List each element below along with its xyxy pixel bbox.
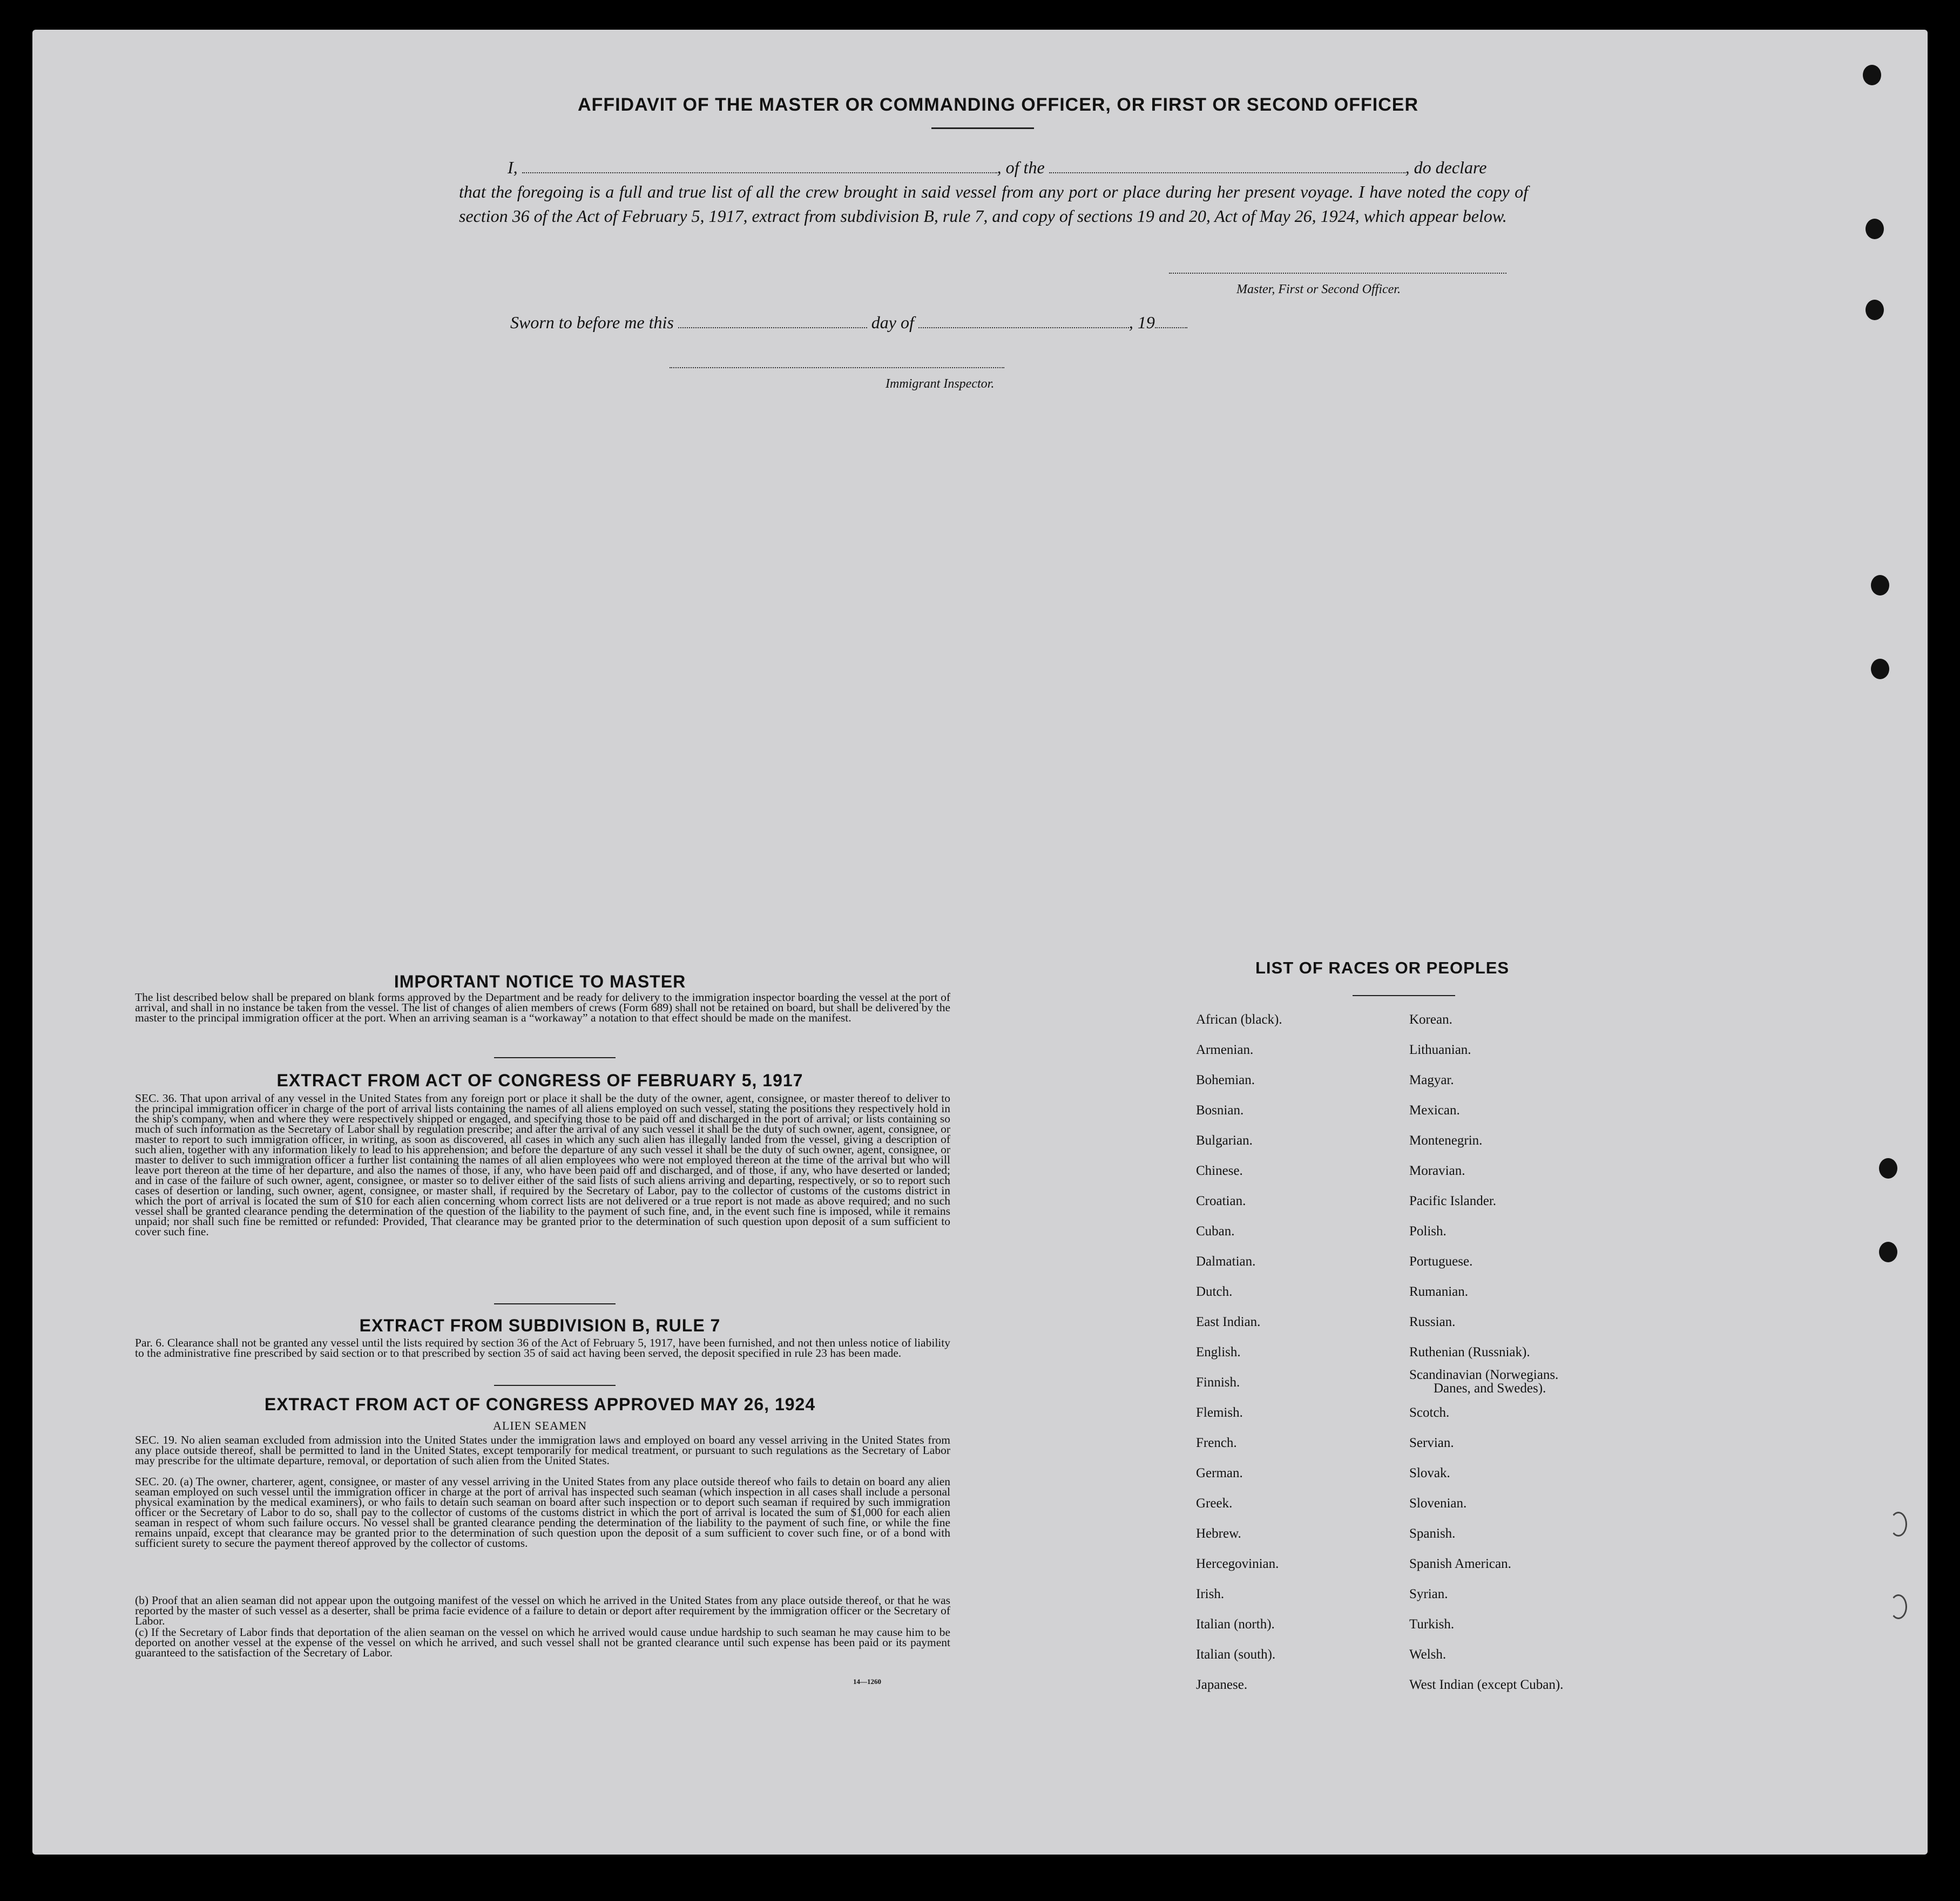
race-item: African (black). <box>1196 1012 1282 1027</box>
name-field[interactable] <box>522 156 997 173</box>
race-item: Cuban. <box>1196 1224 1235 1239</box>
race-item: German. <box>1196 1466 1243 1480</box>
race-item: Chinese. <box>1196 1163 1243 1178</box>
rule7-title: EXTRACT FROM SUBDIVISION B, RULE 7 <box>359 1316 721 1335</box>
rule7-text: Par. 6. Clearance shall not be granted any vessel until the lists required by section 36 of the Act of February 5, 1917, have been furnished, and not then unless notice of liability to the administrative fine prescribed by said section or to that prescribed by section 35 of said act having been served, the deposit specified in rule 23 has been made. <box>135 1336 950 1359</box>
race-item: Spanish American. <box>1409 1557 1511 1571</box>
rule-1 <box>494 1057 616 1058</box>
race-item: Dutch. <box>1196 1284 1233 1299</box>
i-label: I, <box>508 158 518 177</box>
notice-text: The list described below shall be prepared on blank forms approved by the Department and be ready for delivery to the immigration inspector boarding the vessel at the port of arrival, and shall in no instance be taken from the vessel. The list of changes of alien members of crews (Form 689) shall not be retained on board, but shall be delivered by the master to the principal immigration officer at the port. When an arriving seaman is a “workaway” a notation to that effect should be made on the manifest. <box>135 991 950 1024</box>
race-item: Moravian. <box>1409 1163 1465 1178</box>
master-label: Master, First or Second Officer. <box>1236 282 1401 296</box>
form-number: 14—1260 <box>853 1677 881 1686</box>
sec20c-text: (c) If the Secretary of Labor finds that deportation of the alien seaman on the vessel on which he arrived would cause undue hardship to such seaman he may cause him to be deported on another vessel at the expense of the vessel on which he arrived, and such vessel shall not be granted clearance until such expense has been paid or its payment guaranteed to the satisfaction of the Secretary of Labor. <box>135 1626 950 1659</box>
vessel-field[interactable] <box>1049 156 1405 173</box>
binder-hole-icon <box>1890 1512 1907 1537</box>
day-field[interactable] <box>678 311 867 328</box>
rule-2 <box>494 1303 616 1304</box>
binder-hole-icon <box>1871 659 1889 679</box>
race-item: Danes, and Swedes). <box>1434 1381 1546 1396</box>
binder-hole-icon <box>1863 65 1881 85</box>
race-item: Scandinavian (Norwegians. <box>1409 1368 1559 1382</box>
rule-3 <box>494 1385 616 1386</box>
race-item: Rumanian. <box>1409 1284 1469 1299</box>
race-item: Dalmatian. <box>1196 1254 1256 1269</box>
affidavit-body: that the foregoing is a full and true list of all the crew brought in said vessel from any port or place during her present voyage. I have noted the copy of section 36 of the Act of February 5, 1917, extract from subdivision B, rule 7, and copy of sections 19 and 20, Act of May 26, 1924, which appear below. <box>459 182 1528 226</box>
year-prefix: , 19 <box>1128 313 1155 332</box>
race-item: Welsh. <box>1409 1647 1447 1662</box>
race-item: Servian. <box>1409 1436 1454 1450</box>
do-declare-label: , do declare <box>1405 158 1487 177</box>
race-item: Greek. <box>1196 1496 1233 1511</box>
race-item: Portuguese. <box>1409 1254 1473 1269</box>
binder-hole-icon <box>1866 300 1884 320</box>
binder-hole-icon <box>1871 575 1889 596</box>
month-field[interactable] <box>918 311 1129 328</box>
race-item: Armenian. <box>1196 1043 1254 1057</box>
race-item: Magyar. <box>1409 1073 1454 1087</box>
race-item: East Indian. <box>1196 1315 1261 1329</box>
race-item: Bulgarian. <box>1196 1133 1253 1148</box>
race-item: Syrian. <box>1409 1587 1448 1601</box>
notice-title: IMPORTANT NOTICE TO MASTER <box>394 972 686 991</box>
race-item: Irish. <box>1196 1587 1225 1601</box>
binder-hole-icon <box>1866 219 1884 239</box>
year-field[interactable] <box>1155 311 1187 328</box>
race-item: Pacific Islander. <box>1409 1194 1497 1208</box>
races-rule <box>1353 995 1455 996</box>
race-item: Japanese. <box>1196 1677 1248 1692</box>
inspector-label: Immigrant Inspector. <box>886 377 995 391</box>
race-item: Mexican. <box>1409 1103 1460 1118</box>
race-item: Croatian. <box>1196 1194 1246 1208</box>
sworn-label: Sworn to before me this <box>510 313 674 332</box>
race-item: Polish. <box>1409 1224 1447 1239</box>
race-item: Bohemian. <box>1196 1073 1255 1087</box>
master-signature-line[interactable] <box>1169 273 1506 274</box>
race-item: Slovenian. <box>1409 1496 1467 1511</box>
race-item: Scotch. <box>1409 1405 1450 1420</box>
race-item: Finnish. <box>1196 1375 1240 1390</box>
alien-seamen-subtitle: ALIEN SEAMEN <box>493 1419 587 1432</box>
binder-hole-icon <box>1879 1242 1897 1262</box>
race-item: Lithuanian. <box>1409 1043 1471 1057</box>
inspector-signature-line[interactable] <box>670 367 1004 368</box>
race-item: Hercegovinian. <box>1196 1557 1279 1571</box>
sec20a-text: SEC. 20. (a) The owner, charterer, agent, consignee, or master of any vessel arriving in the United States from any place outside thereof who fails to detain on board any alien seaman employed on such vessel until the immigration officer in charge at the port of arrival has inspected such seaman (which inspection in all cases shall include a personal physical examination by the medical examiners), or who fails to detain such seaman on board after such inspection or to deport such seaman if required by such immigration officer or the Secretary of Labor to do so, shall pay to the collector of customs of the customs district in which the port of arrival is located the sum of $1,000 for each alien seaman in respect of whom such failure occurs. No vessel shall be granted clearance pending the determination of the liability to the payment of such fine, or while the fine remains unpaid, except that clearance may be granted prior to the determination of such question upon the deposit of a sum sufficient to cover such fine, or of a bond with sufficient surety to secure the payment thereof approved by the collector of customs. <box>135 1475 950 1550</box>
race-item: Spanish. <box>1409 1526 1456 1541</box>
extract-1917-title: EXTRACT FROM ACT OF CONGRESS OF FEBRUARY 5, 1917 <box>276 1071 803 1090</box>
sec20b-text: (b) Proof that an alien seaman did not appear upon the outgoing manifest of the vessel on which he arrived in the United States from any place outside thereof, or that he was reported by the master of such vessel as a deserter, shall be prima facie evidence of a failure to detain or deport after requirement by the immigration officer or the Secretary of Labor. <box>135 1594 950 1627</box>
race-item: Italian (south). <box>1196 1647 1276 1662</box>
affidavit-title: AFFIDAVIT OF THE MASTER OR COMMANDING OFFICER, OR FIRST OR SECOND OFFICER <box>578 94 1418 115</box>
race-item: Montenegrin. <box>1409 1133 1483 1148</box>
race-item: English. <box>1196 1345 1241 1359</box>
race-item: West Indian (except Cuban). <box>1409 1677 1564 1692</box>
of-the-label: , of the <box>997 158 1045 177</box>
sworn-line <box>510 310 1320 335</box>
document-page <box>32 30 1928 1855</box>
race-item: Hebrew. <box>1196 1526 1241 1541</box>
race-item: Turkish. <box>1409 1617 1455 1632</box>
races-title: LIST OF RACES OR PEOPLES <box>1255 958 1510 977</box>
race-item: Bosnian. <box>1196 1103 1244 1118</box>
day-of-label: day of <box>871 313 914 332</box>
declaration-line <box>459 155 1566 180</box>
race-item: Russian. <box>1409 1315 1456 1329</box>
race-item: Slovak. <box>1409 1466 1450 1480</box>
title-rule <box>931 127 1034 129</box>
binder-hole-icon <box>1890 1594 1907 1619</box>
race-item: Korean. <box>1409 1012 1452 1027</box>
race-item: Ruthenian (Russniak). <box>1409 1345 1530 1359</box>
binder-hole-icon <box>1879 1158 1897 1179</box>
sec19-text: SEC. 19. No alien seaman excluded from admission into the United States under the immigration laws and employed on board any vessel arriving in the United States from any place outside thereof, shall be permitted to land in the United States, except temporarily for medical treatment, or pursuant to such regulations as the Secretary of Labor may prescribe for the ultimate departure, removal, or deportation of such alien from the United States. <box>135 1433 950 1467</box>
race-item: Italian (north). <box>1196 1617 1275 1632</box>
race-item: French. <box>1196 1436 1237 1450</box>
extract-1924-title: EXTRACT FROM ACT OF CONGRESS APPROVED MAY 26, 1924 <box>264 1395 816 1414</box>
extract-1917-text: SEC. 36. That upon arrival of any vessel in the United States from any foreign port or place it shall be the duty of the owner, agent, consignee, or master thereof to deliver to the principal immigration officer in charge of the port of arrival lists containing the names of all aliens employed on such vessel, stating the positions they respectively hold in the ship's company, when and where they were respectively shipped or engaged, and specifying those to be paid off and discharged in the port of arrival; or lists containing so much of such information as the Secretary of Labor shall by regulation prescribe; and after the arrival of any such vessel it shall be the duty of such owner, agent, consignee, or master to report to such immigration officer, in writing, as soon as discovered, all cases in which any such alien has illegally landed from the vessel, giving a description of such alien, together with any information likely to lead to his apprehension; and before the departure of any such vessel it shall be the duty of such owner, agent, consignee, or master to deliver to such immigration officer a further list containing the names of all alien employees who were not employed thereon at the time of the arrival but who will leave port thereon at the time of her departure, and also the names of those, if any, who have been paid off and discharged, and of those, if any, who have deserted or landed; and in case of the failure of such owner, agent, consignee, or master so to deliver either of the said lists of such aliens arriving and departing, respectively, or so to report such cases of desertion or landing, such owner, agent, consignee, or master shall, if required by the Secretary of Labor, pay to the collector of customs of the customs district in which the port of arrival is located the sum of $10 for each alien concerning whom correct lists are not delivered or a true report is not made as above required; and no such vessel shall be granted clearance pending the determination of the question of the liability to the payment of such fine, and, in the event such fine is imposed, while it remains unpaid; nor shall such fine be remitted or refunded: Provided, That clearance may be granted prior to the determination of such question upon deposit of a sum sufficient to cover such fine. <box>135 1092 950 1238</box>
race-item: Flemish. <box>1196 1405 1243 1420</box>
